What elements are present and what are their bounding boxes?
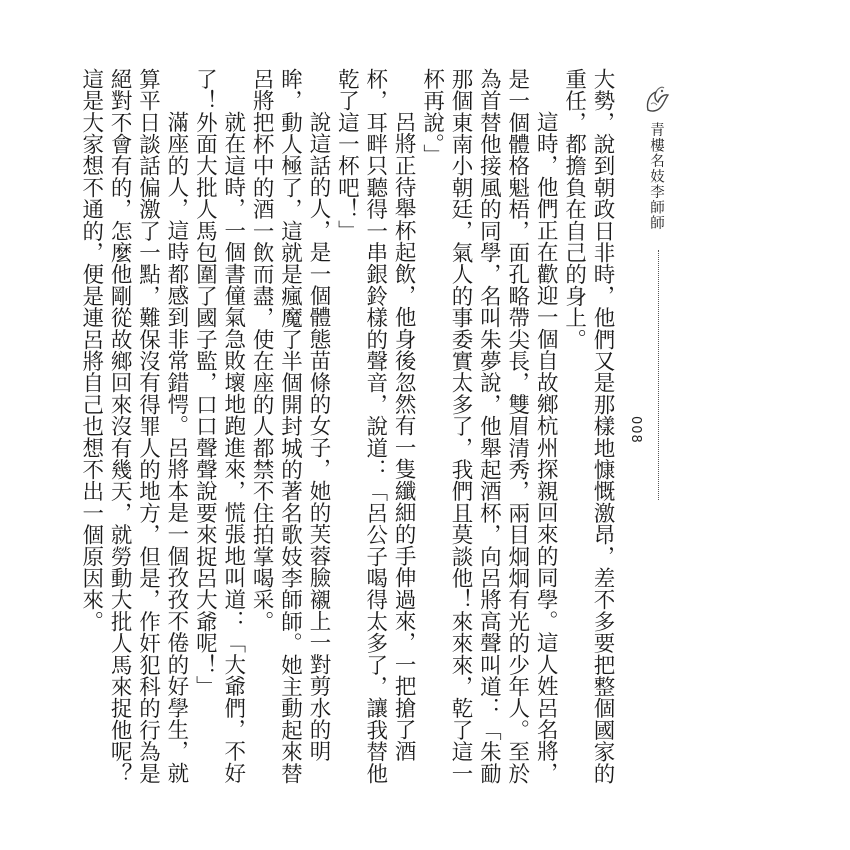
running-header	[640, 82, 680, 442]
paragraph: 呂將正待舉杯起飲，他身後忽然有一隻纖細的手伸過來，一把搶了酒杯，耳畔只聽得一串銀鈴樣的聲音，說道：「呂公子喝得太多了，讓我替他乾了這一杯吧！」	[334, 68, 417, 785]
page-number: 008	[628, 416, 643, 444]
book-title: 青樓名妓李師師	[648, 122, 664, 231]
paragraph: 這時，他們正在歡迎一個自故鄉杭州探親回來的同學。這人姓呂名將，是一個體格魁梧，面孔略帶尖長，雙眉清秀，兩目炯炯有光的少年人。至於為首替他接風的同學，名叫朱夢說，他舉起酒杯，向呂將高聲叫道：「朱勔那個東南小朝廷，氣人的事委實太多了，我們且莫談他！來來來，乾了這一杯再說。」	[419, 68, 559, 785]
paragraph: 說這話的人，是一個體態苗條的女子，她的芙蓉臉襯上一對剪水的明眸，動人極了，這就是瘋魔了半個開封城的著名歌妓李師師。她主動起來替呂將把杯中的酒一飲而盡，使在座的人都禁不住拍掌喝采。	[249, 68, 331, 785]
dotted-leader	[658, 250, 659, 500]
body-text	[78, 68, 616, 796]
paragraph: 就在這時，一個書僮氣急敗壞地跑進來，慌張地叫道：「大爺們，不好了！外面大批人馬包圍了國子監，口口聲聲說要來捉呂大爺呢！」	[192, 68, 246, 784]
paragraph: 滿座的人，這時都感到非常錯愕。呂將本是一個孜孜不倦的好學生，就算平日談話偏激了一點，難保沒有得罪人的地方，但是，作奸犯科的行為是絕對不會有的，怎麼他剛從故鄉回來沒有幾天，就勞動大批人馬來捉他呢？這是大家想不通的，便是連呂將自己也想不出一個原因來。	[78, 68, 189, 785]
ink-flower-icon	[640, 82, 674, 116]
paragraph: 大勢，說到朝政日非時，他們又是那樣地慷慨激昂，差不多要把整個國家的重任，都擔負在自己的身上。	[561, 68, 615, 785]
